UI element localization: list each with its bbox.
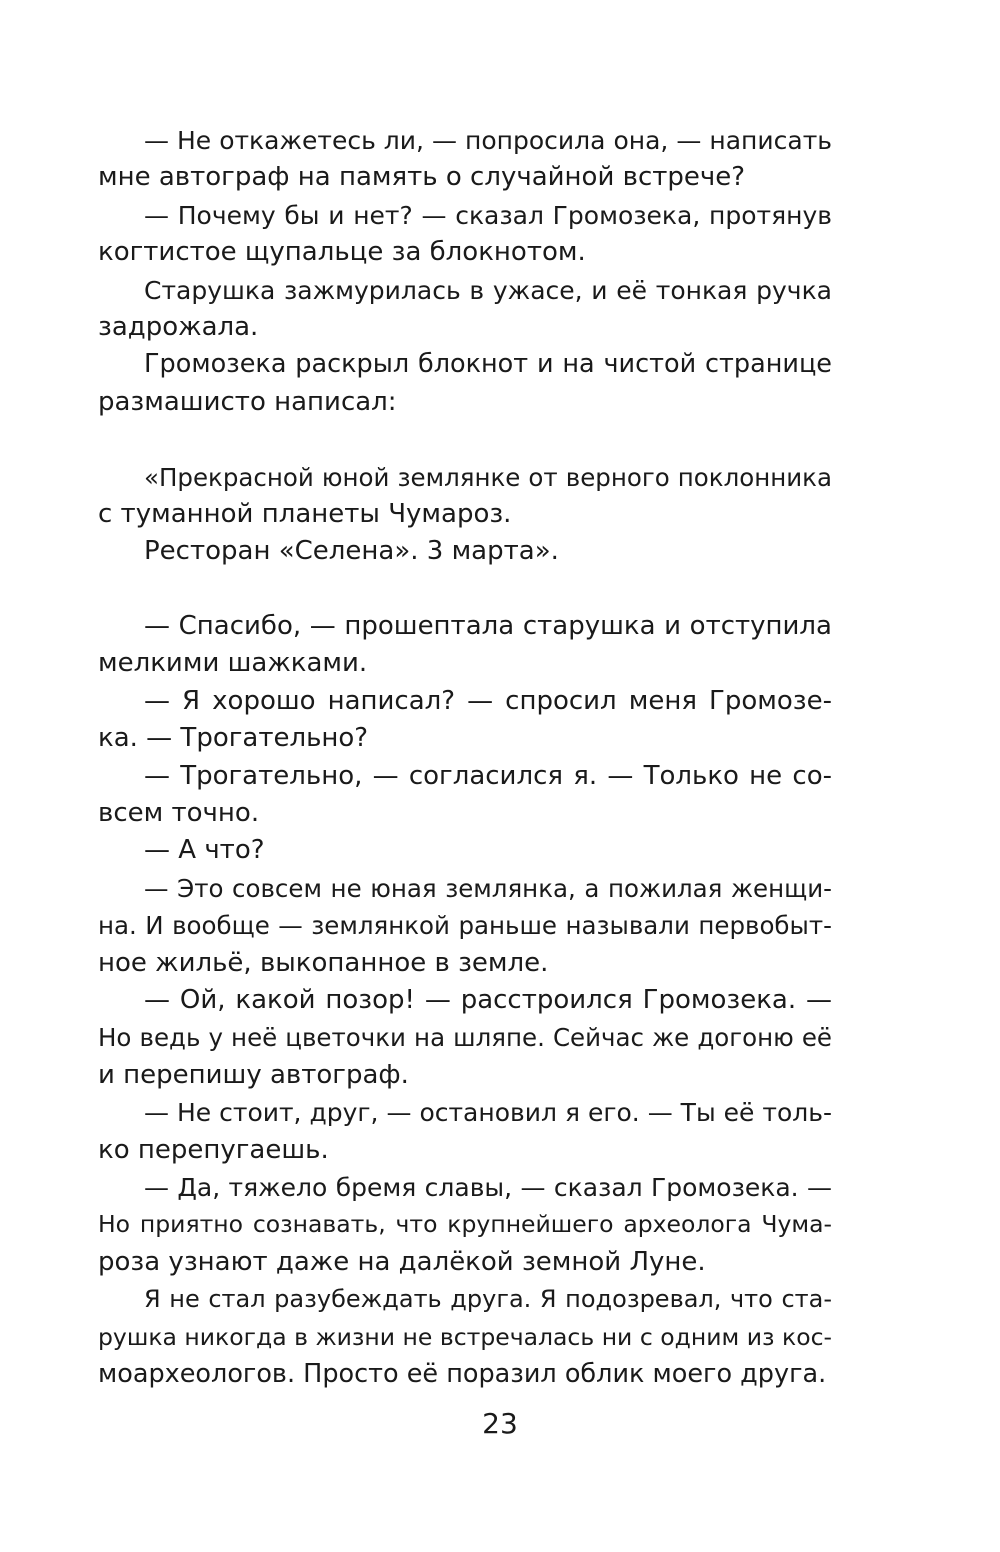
text-line: Я не стал разубеждать друга. Я подозревал, что ста- [144, 1285, 832, 1314]
text-line: моархеологов. Просто её поразил облик моего друга. [98, 1358, 827, 1389]
text-line: когтистое щупальце за блокнотом. [98, 237, 586, 268]
text-line: ка. — Трогательно? [98, 723, 369, 754]
text-line: ное жильё, выкопанное в земле. [98, 947, 549, 978]
inscription-line: с туманной планеты Чумароз. [98, 498, 512, 529]
text-line: Старушка зажмурилась в ужасе, и её тонкая ручка [144, 275, 832, 305]
text-line: — Ой, какой позор! — расстроился Громозека. — [144, 984, 832, 1015]
text-line: — Да, тяжело бремя славы, — сказал Громозека. — [144, 1172, 832, 1202]
text-line: Но приятно сознавать, что крупнейшего археолога Чума- [98, 1210, 832, 1239]
text-line: мне автограф на память о случайной встрече? [98, 162, 746, 193]
text-line: Но ведь у неё цветочки на шляпе. Сейчас же догоню её [98, 1023, 832, 1053]
text-line: — Спасибо, — прошептала старушка и отступила [144, 611, 832, 642]
text-line: рушка никогда в жизни не встречалась ни с одним из кос- [98, 1322, 832, 1351]
inscription-line: «Прекрасной юной землянке от верного поклонника [144, 462, 832, 492]
text-line: роза узнают даже на далёкой земной Луне. [98, 1246, 706, 1277]
text-line: и перепишу автограф. [98, 1059, 409, 1090]
page-number: 23 [482, 1407, 518, 1440]
text-line: ко перепугаешь. [98, 1134, 329, 1165]
text-line: Громозека раскрыл блокнот и на чистой странице [144, 349, 832, 380]
text-line: всем точно. [98, 798, 260, 829]
text-line: мелкими шажками. [98, 648, 368, 679]
inscription-line: Ресторан «Селена». 3 марта». [144, 536, 559, 567]
blank-line [98, 571, 832, 608]
text-block [98, 122, 832, 1393]
blank-line [98, 421, 832, 458]
text-line: — Я хорошо написал? — спросил меня Громозе- [144, 685, 832, 716]
text-line: размашисто написал: [98, 386, 397, 417]
text-line: — Почему бы и нет? — сказал Громозека, протянув [144, 200, 832, 230]
text-line: — Не стоит, друг, — остановил я его. — Ты её толь- [144, 1098, 832, 1128]
text-line: — Не откажетесь ли, — попросила она, — написать [144, 126, 832, 155]
text-line: — Это совсем не юная землянка, а пожилая женщи- [144, 873, 832, 903]
text-line: задрожала. [98, 311, 259, 342]
text-line: — Трогательно, — согласился я. — Только не со- [144, 760, 832, 791]
text-line: — А что? [144, 835, 265, 866]
text-line: на. И вообще — землянкой раньше называли первобыт- [98, 911, 832, 941]
